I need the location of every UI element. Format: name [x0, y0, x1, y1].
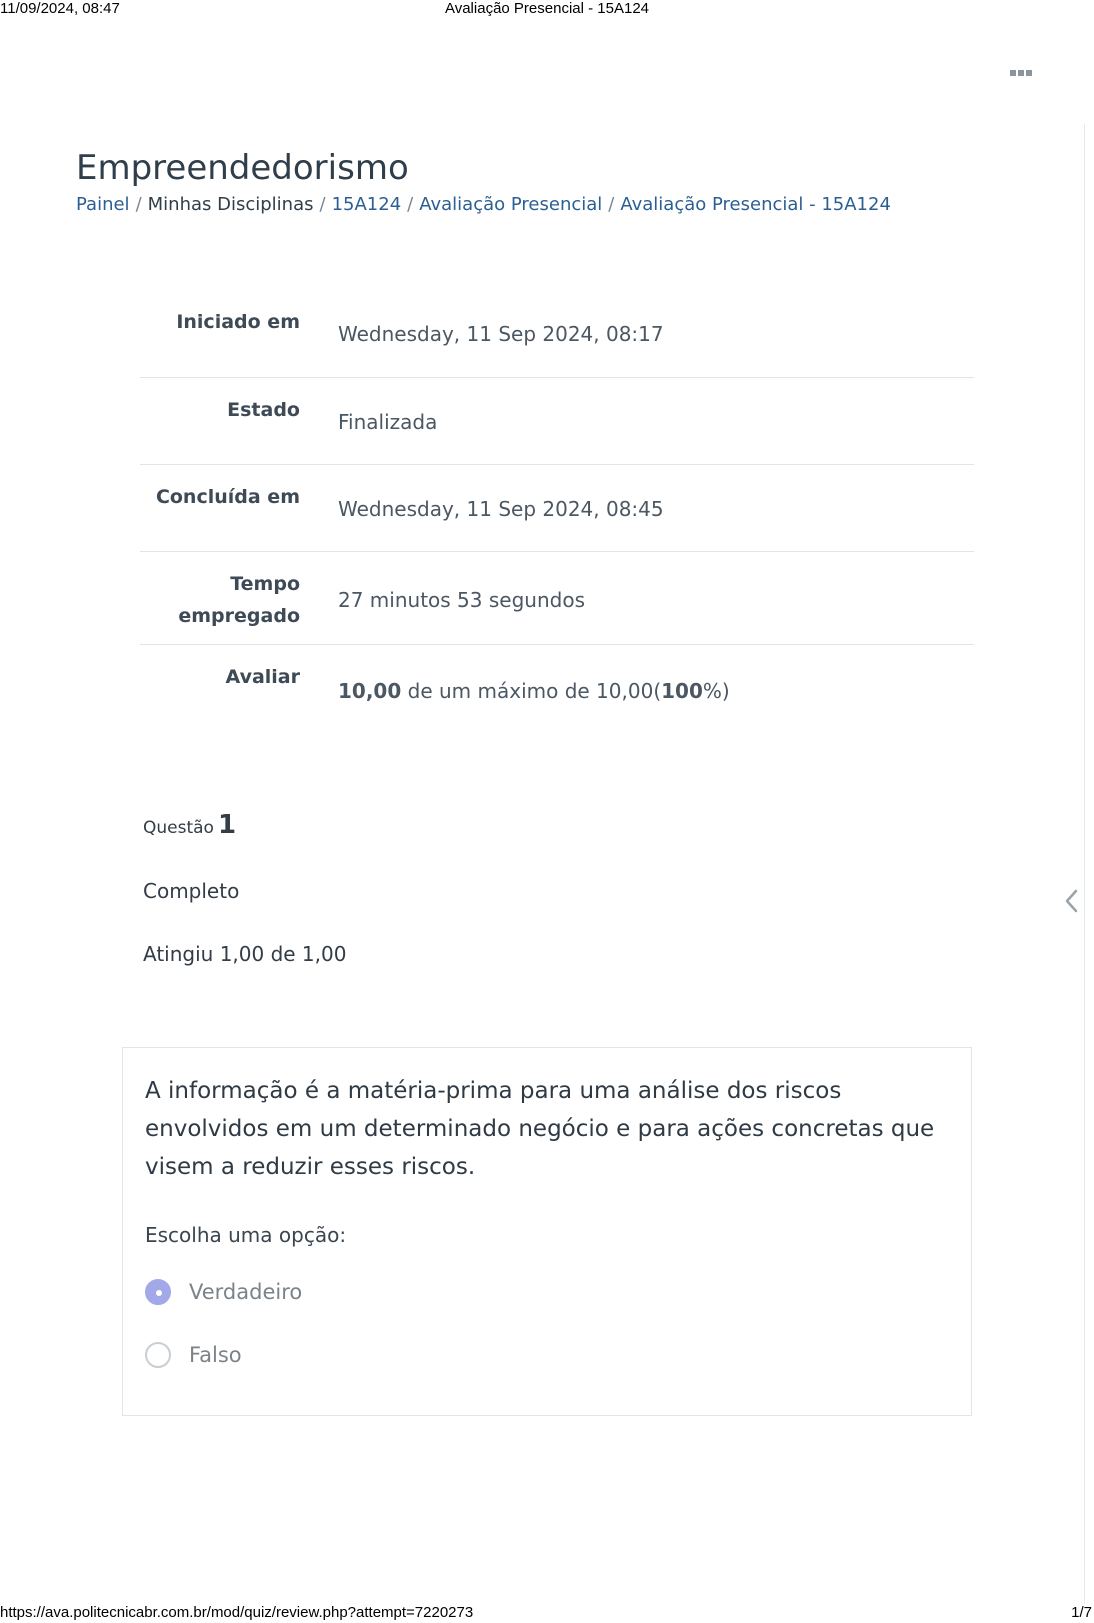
print-doc-title: Avaliação Presencial - 15A124: [444, 0, 650, 17]
grade-middle: de um máximo de 10,00(: [401, 679, 662, 703]
question-text: A informação é a matéria-prima para uma análise dos riscos envolvidos em um determinado negócio e para ações concretas que visem a reduzir esses riscos.: [145, 1078, 935, 1180]
question-number-value: 1: [217, 810, 237, 840]
breadcrumb-separator: /: [407, 194, 414, 215]
breadcrumb-separator: /: [319, 194, 326, 215]
more-horizontal-icon[interactable]: [1010, 70, 1032, 80]
started-label: Iniciado em: [176, 311, 300, 333]
summary-row-state: [140, 378, 974, 465]
chevron-left-icon[interactable]: [1060, 888, 1084, 914]
time-label: [140, 568, 316, 644]
time-value: 27 minutos 53 segundos: [338, 588, 585, 612]
breadcrumb-separator: /: [608, 194, 615, 215]
option-label: Falso: [189, 1343, 242, 1367]
question-state: Completo: [143, 879, 240, 903]
radio-checked-icon[interactable]: [145, 1279, 171, 1305]
breadcrumb-course-code[interactable]: 15A124: [331, 194, 402, 215]
breadcrumb-section[interactable]: Avaliação Presencial: [419, 194, 603, 215]
completed-label: Concluída em: [155, 486, 300, 508]
breadcrumb-separator: /: [135, 194, 142, 215]
print-page-number: 1/7: [1071, 1604, 1092, 1621]
summary-row-completed: [140, 465, 974, 552]
drawer-divider: [1084, 124, 1085, 1604]
breadcrumb-minhas-disciplinas: Minhas Disciplinas: [147, 194, 314, 215]
question-grade: Atingiu 1,00 de 1,00: [143, 942, 347, 966]
print-datetime: 11/09/2024, 08:47: [0, 0, 120, 17]
grade-label: Avaliar: [225, 666, 300, 688]
option-verdadeiro[interactable]: [145, 1279, 302, 1305]
attempt-summary-table: [140, 306, 974, 725]
summary-row-grade: [140, 645, 974, 725]
time-label-line-2: empregado: [178, 605, 300, 627]
page-title: Empreendedorismo: [76, 148, 409, 188]
summary-row-started: [140, 306, 974, 378]
started-value: Wednesday, 11 Sep 2024, 08:17: [338, 322, 664, 346]
print-url: https://ava.politecnicabr.com.br/mod/quiz/review.php?attempt=7220273: [0, 1604, 474, 1621]
grade-tail: %): [702, 679, 730, 703]
option-falso[interactable]: [145, 1342, 242, 1368]
summary-row-time: [140, 552, 974, 645]
breadcrumb-quiz[interactable]: Avaliação Presencial - 15A124: [620, 194, 891, 215]
grade-percent: 100: [661, 679, 703, 703]
time-label-line-1: Tempo: [230, 573, 300, 595]
grade-score: 10,00: [338, 679, 402, 703]
grade-value: [316, 661, 974, 725]
print-header: [0, 0, 1094, 18]
breadcrumb: [76, 194, 891, 215]
question-number: [143, 810, 236, 840]
print-footer: [0, 1604, 1094, 1622]
question-prompt: Escolha uma opção:: [145, 1223, 347, 1247]
state-value: Finalizada: [338, 410, 438, 434]
state-label: Estado: [227, 399, 300, 421]
radio-unchecked-icon[interactable]: [145, 1342, 171, 1368]
option-label: Verdadeiro: [189, 1280, 303, 1304]
question-content-box: [122, 1047, 972, 1416]
question-number-label: Questão: [143, 818, 214, 838]
completed-value: Wednesday, 11 Sep 2024, 08:45: [338, 497, 664, 521]
breadcrumb-painel[interactable]: Painel: [76, 194, 130, 215]
